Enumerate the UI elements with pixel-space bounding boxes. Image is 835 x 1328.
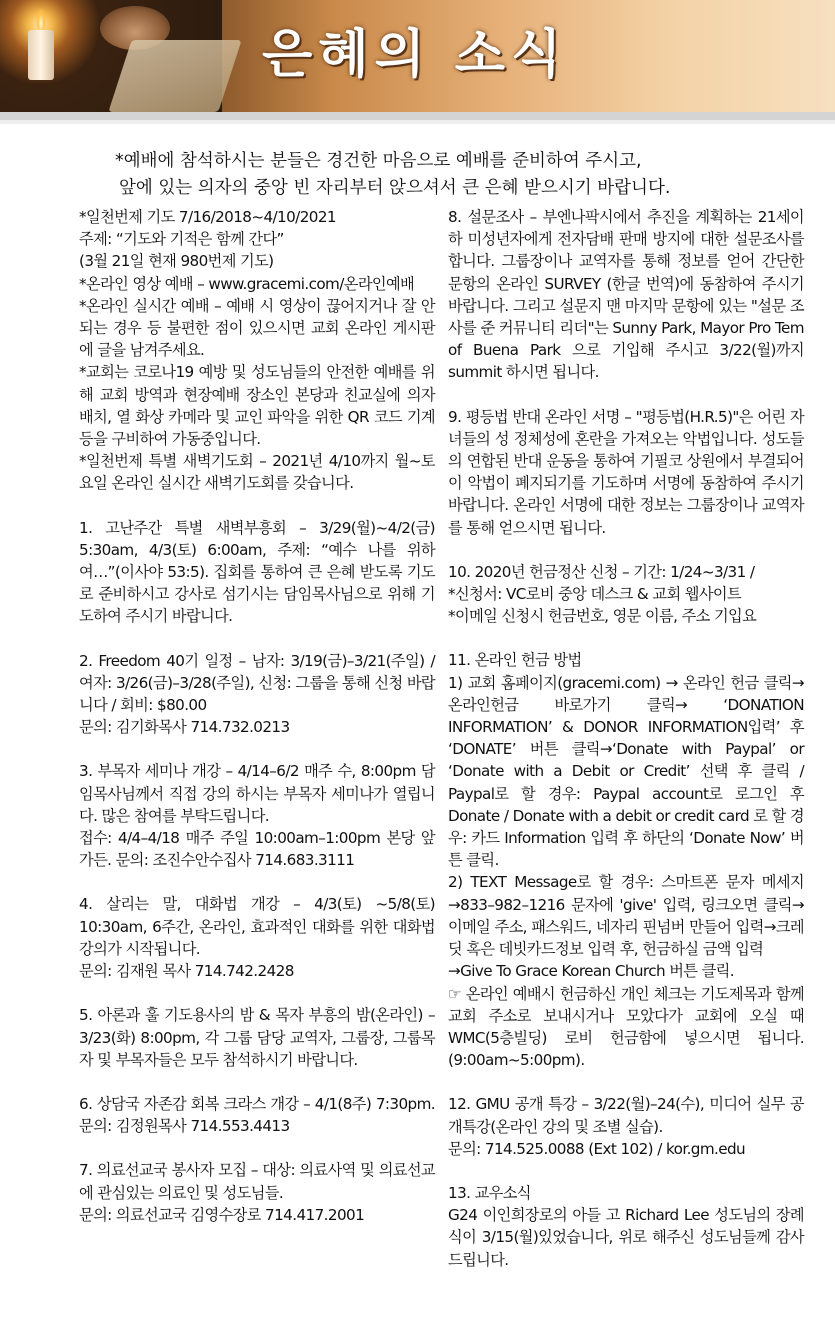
notice-item-7: 7. 의료선교국 봉사자 모집 – 대상: 의료사역 및 의료선교에 관심있는 의료인 및 성도님들. 문의: 의료선교국 김영수장로 714.417.2001 <box>79 1161 435 1224</box>
notice-item-2: 2. Freedom 40기 일정 – 남자: 3/19(금)–3/21(주일) / 여자: 3/26(금)–3/28(주일), 신청: 그룹을 통해 신청 바랍니다 / 회비: $80.00 문의: 김기화목사 714.732.0213 <box>79 651 435 737</box>
intro-line-1: *예배에 참석하시는 분들은 경건한 마음으로 예배를 준비하여 주시고, <box>115 151 642 171</box>
candle-prayer-photo <box>0 0 222 112</box>
notice-item-11: 11. 온라인 헌금 방법 1) 교회 홈페이지(gracemi.com) → 온라인 헌금 클릭→온라인헌금 바로가기 클릭→ ‘DONATION INFORMATION’ & DONOR INFORMATION입력’ 후 ‘DONATE’ 버튼 클릭→‘Donate with Paypal’ or ‘Donate with a Debit or Credit’ 선택 후 클릭 / Paypal로 할 경우: Paypal account로 로그인 후 Donate / Donate with a debit or credit card 로 할 경우: 카드 Information 입력 후 하단의 ‘Donate Now’ 버튼 클릭. 2) TEXT Message로 할 경우: 스마트폰 문자 메세지→833–982–1216 문자에 'give' 입력, 링크오면 클릭→이메일 주소, 패스워드, 네자리 핀넘버 만들어 입력→크레딧 혹은 데빗카드정보 입력 후, 헌금하실 금액 입력 →Give To Grace Korean Church 버튼 클릭. ☞ 온라인 예배시 헌금하신 개인 체크는 기도제목과 함께 교회 주소로 보내시거나 모았다가 교회에 오실 때 WMC(5층빌딩) 로비 헌금함에 넣으시면 됩니다. (9:00am~5:00pm). <box>448 651 804 1070</box>
page-title: 은혜의 소식 <box>262 24 568 85</box>
notice-item-9: 9. 평등법 반대 온라인 서명 – "평등법(H.R.5)"은 어린 자녀들의 성 정체성에 혼란을 가져오는 악법입니다. 성도들의 연합된 반대 운동을 통하여 기필코 상원에서 부결되어 이 악법이 폐지되기를 기도하며 서명에 동참하여 주시기 바랍니다. 온라인 서명에 대한 정보는 그룹장이나 교역자를 통해 얻으시면 됩니다. <box>448 407 804 537</box>
intro-line-2: 앞에 있는 의자의 중앙 빈 자리부터 앉으셔서 큰 은혜 받으시기 바랍니다. <box>119 178 671 198</box>
candle-flame-icon <box>36 8 46 30</box>
notice-item-4: 4. 살리는 말, 대화법 개강 – 4/3(토) ~5/8(토) 10:30am, 6주간, 온라인, 효과적인 대화를 위한 대화법 강의가 시작됩니다. 문의: 김재원 목사 714.742.2428 <box>79 895 435 981</box>
candle-icon <box>28 30 54 80</box>
notice-item-5: 5. 아론과 훌 기도용사의 밤 & 목자 부흥의 밤(온라인) – 3/23(화) 8:00pm, 각 그룹 담당 교역자, 그룹장, 그룹목자 및 부목자들은 모두 참석하시기 바랍니다. <box>79 1006 435 1069</box>
header-banner <box>0 0 835 112</box>
notice-item-10: 10. 2020년 헌금정산 신청 – 기간: 1/24~3/31 / *신청서: VC로비 중앙 데스크 & 교회 웹사이트 *이메일 신청시 헌금번호, 영문 이름, 주소 기입요 <box>448 562 757 626</box>
notice-intro-items: *일천번제 기도 7/16/2018~4/10/2021 주제: “기도와 기적은 함께 간다” (3월 21일 현재 980번제 기도) *온라인 영상 예배 – www.gracemi.com/온라인예배 *온라인 실시간 예배 – 예배 시 영상이 끊어지거나 잘 안 되는 경우 등 불편한 점이 있으시면 교회 온라인 게시판에 글을 남겨주세요. *교회는 코로나19 예방 및 성도님들의 안전한 예배를 위해 교회 방역과 현장예배 장소인 본당과 친교실에 의자 배치, 열 화상 카메라 및 교인 파악을 위한 QR 코드 기계 등을 구비하여 가동중입니다. *일천번제 특별 새벽기도회 – 2021년 4/10까지 월~토요일 온라인 실시간 새벽기도회를 갖습니다. <box>79 208 435 493</box>
notice-item-1: 1. 고난주간 특별 새벽부흥회 – 3/29(월)~4/2(금) 5:30am, 4/3(토) 6:00am, 주제: “예수 나를 위하여…”(이사야 53:5). 집회를 통하여 큰 은혜 받도록 기도로 준비하시고 강사로 섬기시는 담임목사님으로 위해 기도하여 주시기 바랍니다. <box>79 518 435 626</box>
right-column <box>448 206 804 1271</box>
notice-item-12: 12. GMU 공개 특강 – 3/22(월)–24(수), 미디어 실무 공개특강(온라인 강의 및 조별 실습). 문의: 714.525.0088 (Ext 102) / kor.gm.edu <box>448 1095 804 1158</box>
header-divider-light <box>0 120 835 124</box>
intro-notice <box>115 148 815 202</box>
notice-item-6: 6. 상담국 자존감 회복 크라스 개강 – 4/1(8주) 7:30pm. 문의: 김정원목사 714.553.4413 <box>79 1094 435 1136</box>
notice-item-13: 13. 교우소식 G24 이인희장로의 아들 고 Richard Lee 성도님의 장례식이 3/15(월)있었습니다, 위로 해주신 성도님들께 감사드립니다. <box>448 1183 804 1269</box>
notice-item-8: 8. 설문조사 – 부엔나팍시에서 추진을 계획하는 21세이하 미성년자에게 전자담배 판매 방지에 대한 설문조사를 합니다. 그룹장이나 교역자를 통해 정보를 얻어 간단한 문항의 온라인 SURVEY (한글 번역)에 동참하여 주시기 바랍니다. 그리고 설문지 맨 마지막 문항에 있는 "설문 조사를 준 커뮤니티 리더"는 Sunny Park, Mayor Pro Tem of Buena Park 으로 기입해 주시고 3/22(월)까지 summit 하시면 됩니다. <box>448 208 804 382</box>
header-divider <box>0 112 835 120</box>
notice-item-3: 3. 부목자 세미나 개강 – 4/14–6/2 매주 수, 8:00pm 담임목사님께서 직접 강의 하시는 부목자 세미나가 열립니다. 많은 참여를 부탁드립니다. 접수: 4/4–4/18 매주 주일 10:00am–1:00pm 본당 앞 가든. 문의: 조진수안수집사 714.683.3111 <box>79 762 435 870</box>
left-column <box>79 206 435 1226</box>
bible-image <box>108 40 241 112</box>
